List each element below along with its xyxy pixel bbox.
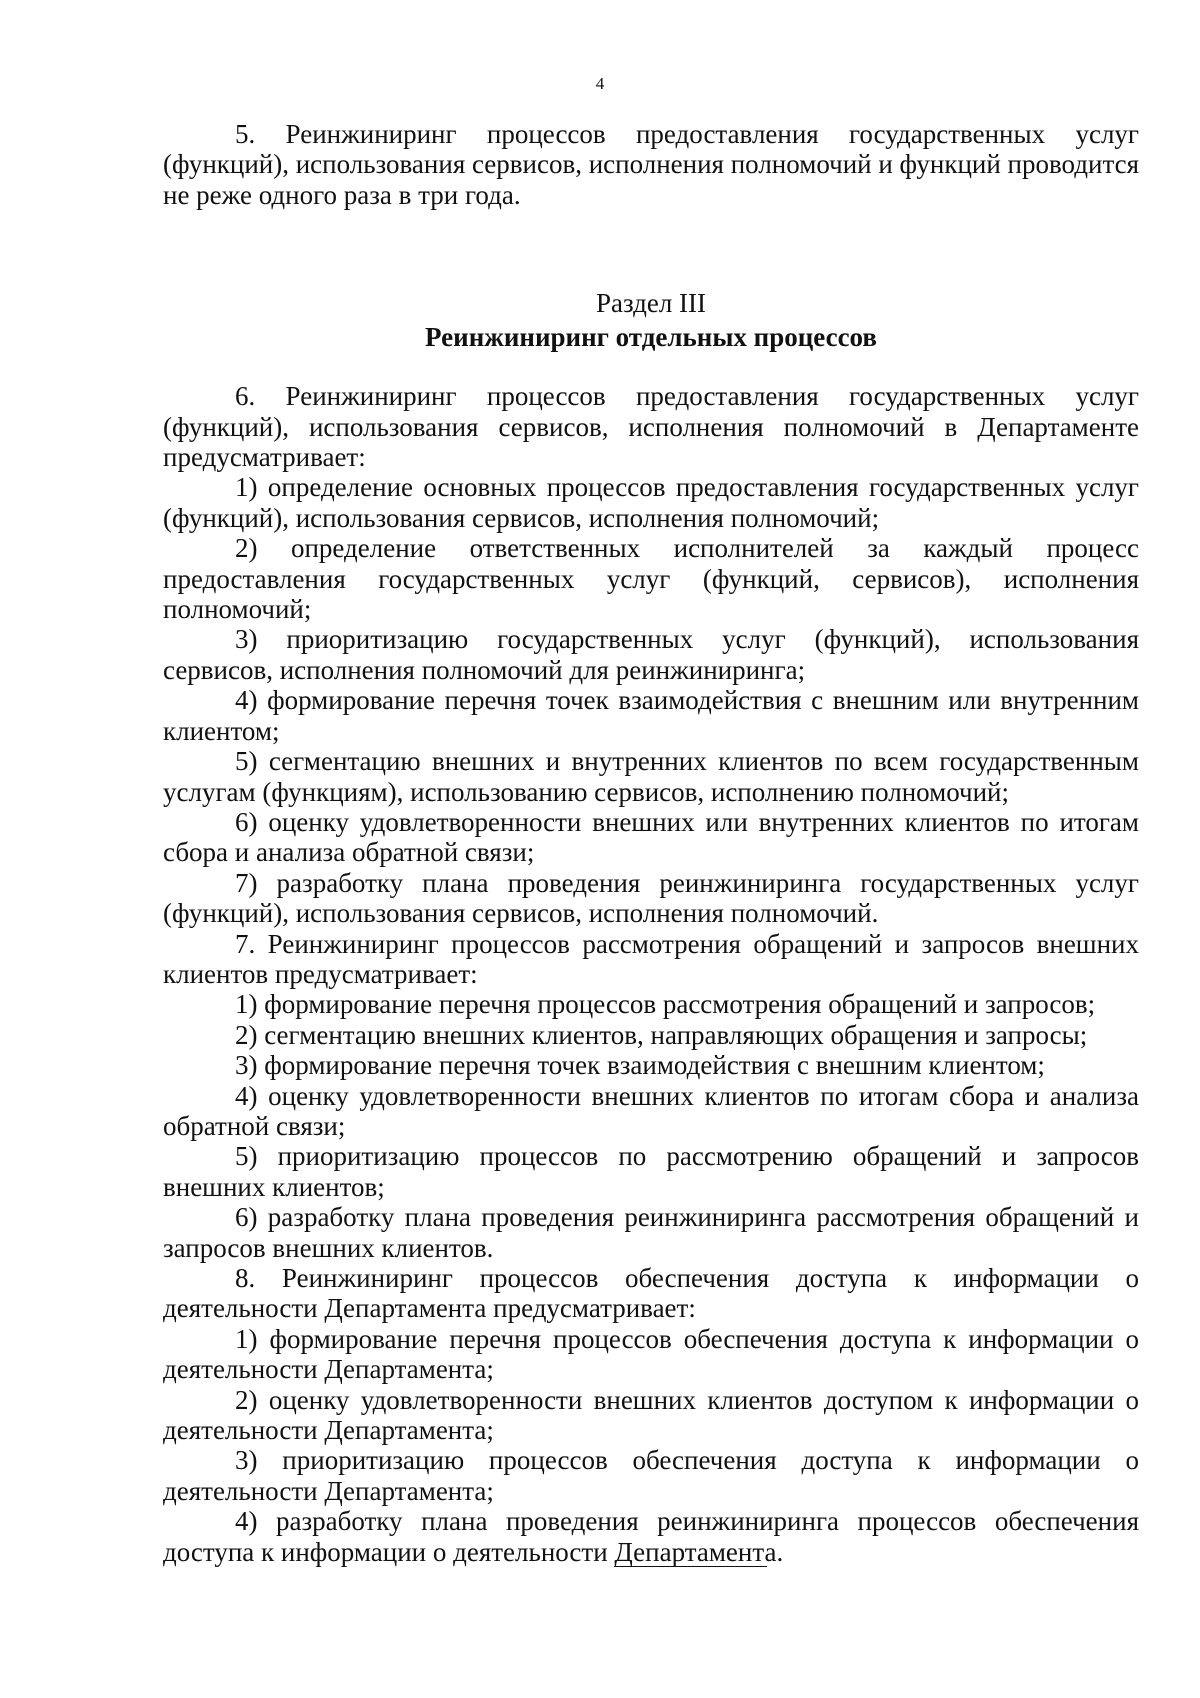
list-item: 4) оценку удовлетворенности внешних клиентов по итогам сбора и анализа обратной связи; xyxy=(163,1080,1139,1141)
list-item: 3) приоритизацию государственных услуг (функций), использования сервисов, исполнения полномочий для реинжиниринга; xyxy=(163,624,1139,685)
section-title: Реинжиниринг отдельных процессов xyxy=(425,322,877,353)
list-item: 5) приоритизацию процессов по рассмотрению обращений и запросов внешних клиентов; xyxy=(163,1141,1139,1202)
list-item: 2) оценку удовлетворенности внешних клиентов доступом к информации о деятельности Департамента; xyxy=(163,1384,1139,1446)
list-item: 4) формирование перечня точек взаимодействия с внешним или внутренним клиентом; xyxy=(163,685,1139,746)
paragraph-7: 7. Реинжиниринг процессов рассмотрения обращений и запросов внешних клиентов предусматривает: xyxy=(163,928,1139,989)
list-item: 6) оценку удовлетворенности внешних или внутренних клиентов по итогам сбора и анализа обратной связи; xyxy=(163,806,1139,868)
list-item: 1) определение основных процессов предоставления государственных услуг (функций), использования сервисов, исполнения полномочий; xyxy=(163,472,1139,533)
list-item: 4) разработку плана проведения реинжиниринга процессов обеспечения доступа к информации о деятельности Департамента. xyxy=(163,1506,1139,1567)
end-divider xyxy=(614,1566,767,1567)
paragraph-8: 8. Реинжиниринг процессов обеспечения доступа к информации о деятельности Департамента предусматривает: xyxy=(163,1263,1139,1324)
list-item: 7) разработку плана проведения реинжиниринга государственных услуг (функций), использования сервисов, исполнения полномочий. xyxy=(163,867,1139,929)
section-heading xyxy=(163,286,1139,354)
list-item: 3) формирование перечня точек взаимодействия с внешним клиентом; xyxy=(235,1050,1045,1081)
list-item: 2) сегментацию внешних клиентов, направляющих обращения и запросы; xyxy=(235,1019,1088,1050)
document-body xyxy=(163,119,1139,1567)
list-item: 5) сегментацию внешних и внутренних клиентов по всем государственным услугам (функциям), использованию сервисов, исполнению полномочий; xyxy=(163,746,1139,807)
list-item: 3) приоритизацию процессов обеспечения доступа к информации о деятельности Департамента; xyxy=(163,1445,1139,1506)
page-number: 4 xyxy=(595,74,605,93)
paragraph-6: 6. Реинжиниринг процессов предоставления государственных услуг (функций), использования сервисов, исполнения полномочий в Департаменте предусматривает: xyxy=(163,381,1139,473)
section-number: Раздел III xyxy=(595,288,707,319)
list-item: 6) разработку плана проведения реинжиниринга рассмотрения обращений и запросов внешних клиентов. xyxy=(163,1202,1139,1263)
paragraph-5: 5. Реинжиниринг процессов предоставления государственных услуг (функций), использования сервисов, исполнения полномочий и функций проводится не реже одного раза в три года. xyxy=(163,119,1139,210)
list-item: 1) формирование перечня процессов обеспечения доступа к информации о деятельности Департамента; xyxy=(163,1323,1139,1385)
list-item: 1) формирование перечня процессов рассмотрения обращений и запросов; xyxy=(235,989,1096,1020)
list-item: 2) определение ответственных исполнителей за каждый процесс предоставления государственных услуг (функций, сервисов), исполнения полномочий; xyxy=(163,533,1139,625)
